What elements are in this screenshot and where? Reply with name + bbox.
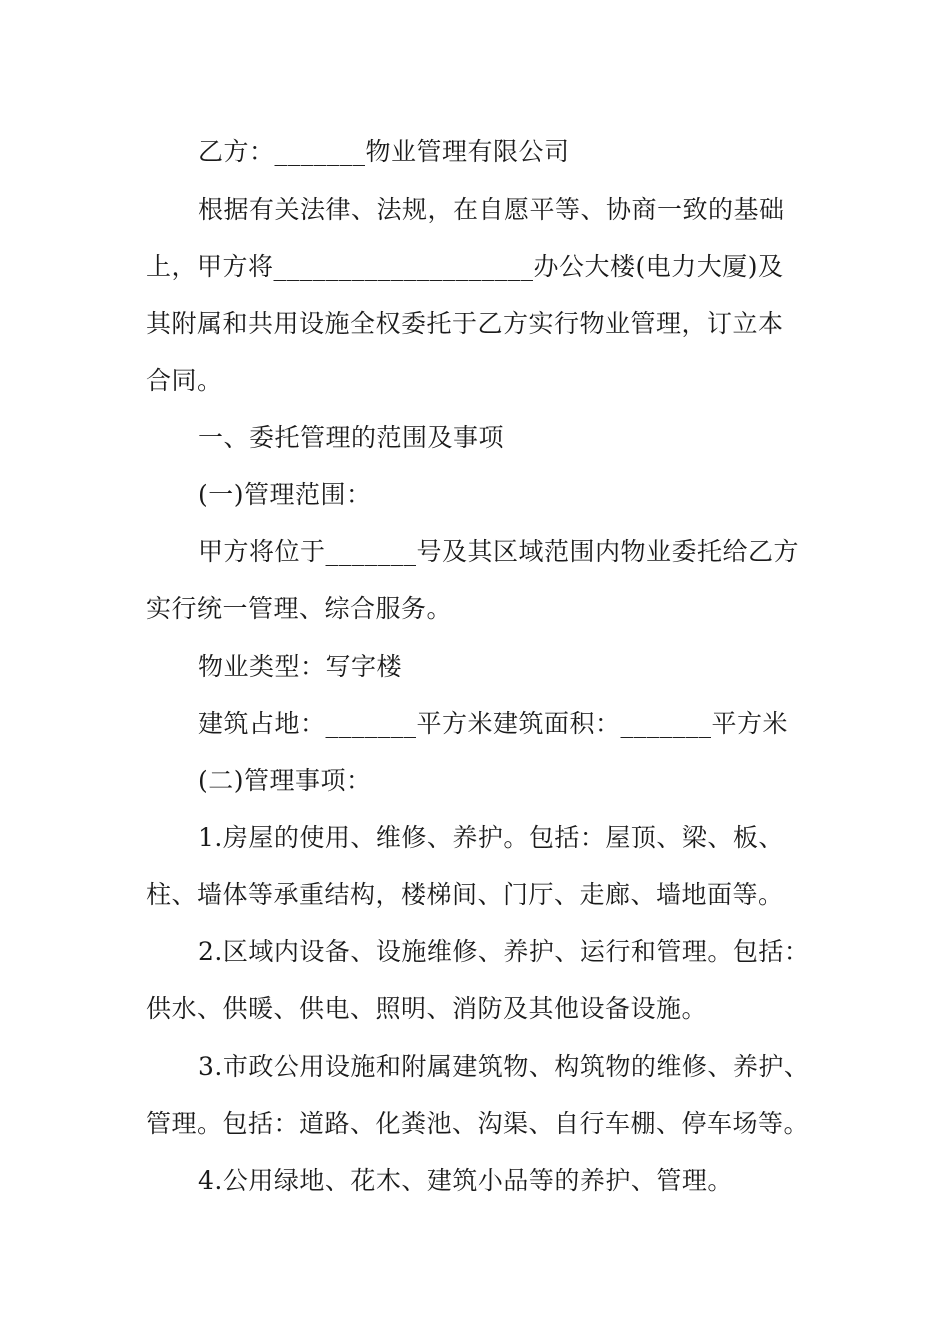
area-line: 建筑占地：_______平方米建筑面积：_______平方米: [198, 709, 789, 738]
subsection-heading-scope: (一)管理范围：: [198, 480, 372, 509]
item-2-line-1: 2.区域内设备、设施维修、养护、运行和管理。包括：: [198, 937, 810, 966]
subsection-heading-items: (二)管理事项：: [198, 766, 372, 795]
item-2-line-2: 供水、供暖、供电、照明、消防及其他设备设施。: [146, 994, 708, 1023]
preamble-line-2: 上，甲方将____________________办公大楼(电力大厦)及: [146, 252, 784, 281]
preamble-line-1: 根据有关法律、法规，在自愿平等、协商一致的基础: [198, 195, 785, 224]
preamble-line-3: 其附属和共用设施全权委托于乙方实行物业管理，订立本: [146, 309, 784, 338]
item-3-line-1: 3.市政公用设施和附属建筑物、构筑物的维修、养护、: [198, 1052, 810, 1081]
preamble-line-4: 合同。: [146, 366, 223, 395]
item-1-line-1: 1.房屋的使用、维修、养护。包括：屋顶、梁、板、: [198, 823, 784, 852]
section-heading-1: 一、委托管理的范围及事项: [198, 423, 505, 452]
scope-line-2: 实行统一管理、综合服务。: [146, 594, 453, 623]
item-3-line-2: 管理。包括：道路、化粪池、沟渠、自行车棚、停车场等。: [146, 1109, 810, 1138]
scope-line-1: 甲方将位于_______号及其区域范围内物业委托给乙方: [198, 537, 800, 566]
party-b-line: 乙方：_______物业管理有限公司: [198, 137, 570, 166]
item-4-line-1: 4.公用绿地、花木、建筑小品等的养护、管理。: [198, 1166, 733, 1195]
property-type-line: 物业类型：写字楼: [198, 652, 403, 681]
item-1-line-2: 柱、墙体等承重结构，楼梯间、门厅、走廊、墙地面等。: [146, 880, 784, 909]
